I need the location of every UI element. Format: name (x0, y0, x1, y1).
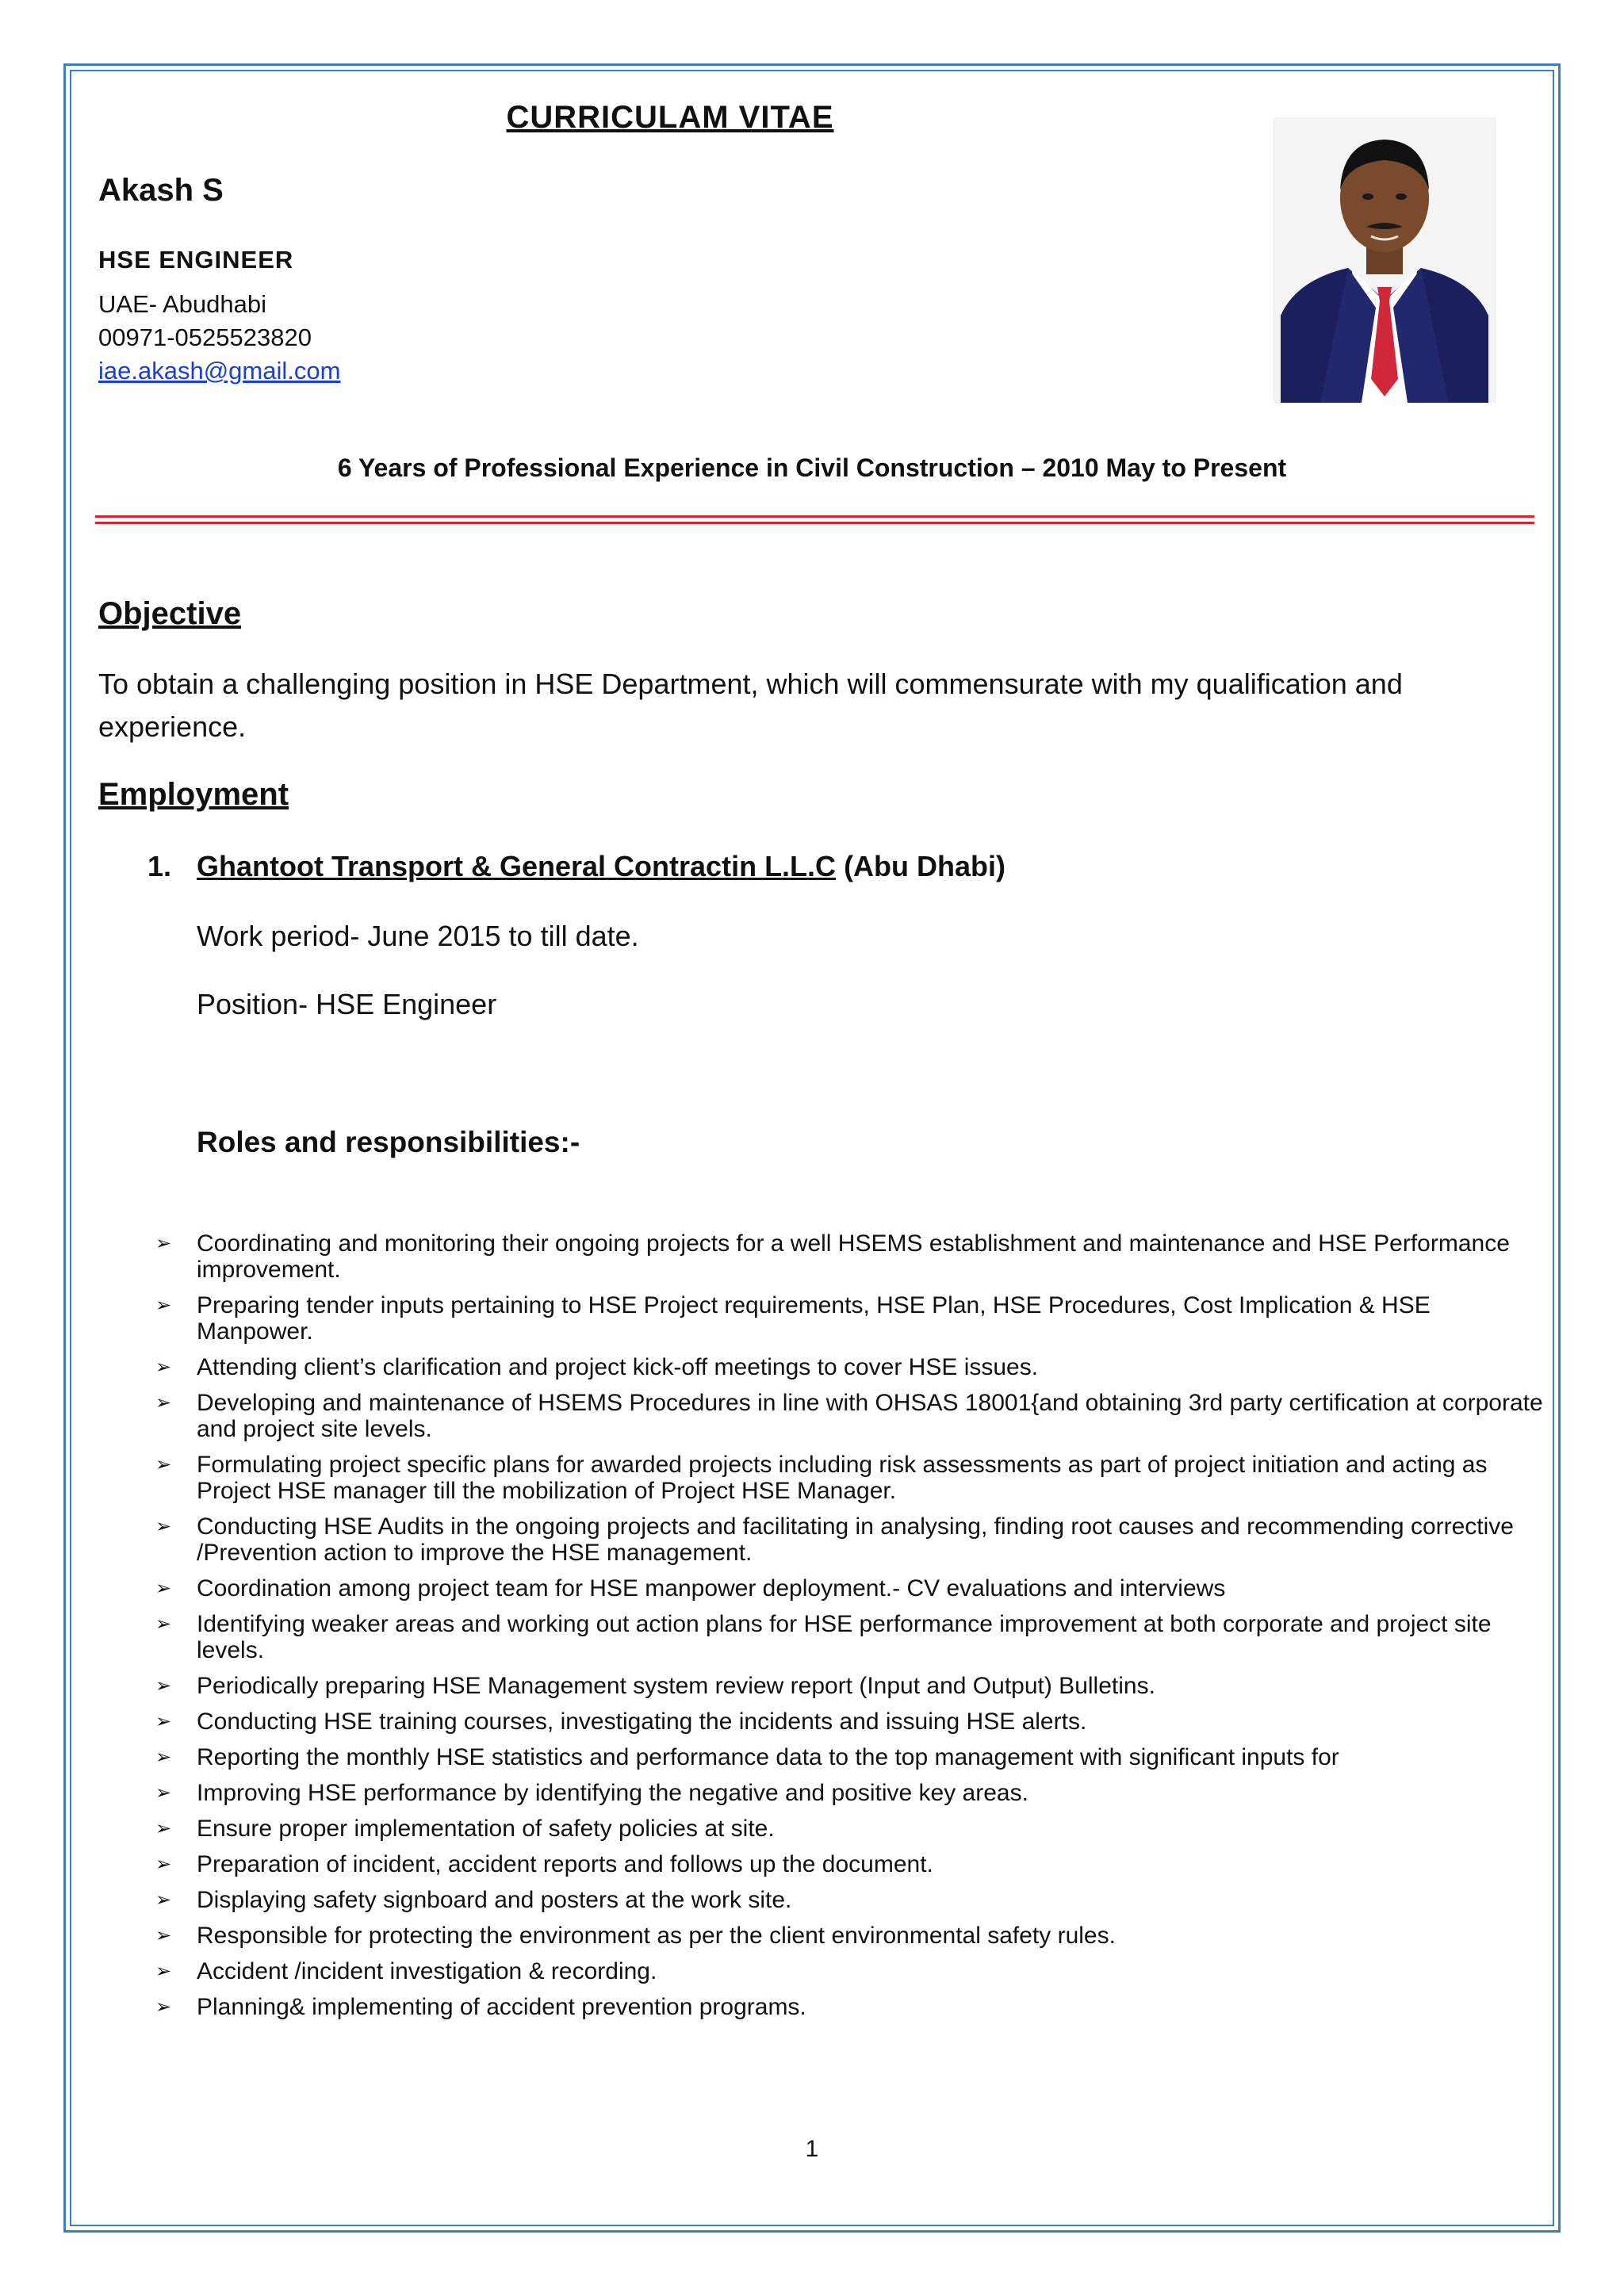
arrow-bullet-icon: ➢ (155, 1996, 172, 2018)
employment-number: 1. (147, 850, 172, 882)
list-item: ➢ Conducting HSE training courses, investigating the incidents and issuing HSE alerts. (155, 1709, 1087, 1735)
list-item: ➢ Periodically preparing HSE Management system review report (Input and Output) Bulletins. (155, 1673, 1155, 1699)
objective-heading: Objective (98, 596, 242, 631)
arrow-bullet-icon: ➢ (155, 1782, 172, 1804)
list-item: ➢ Preparing tender inputs pertaining to HSE Project requirements, HSE Plan, HSE Procedures, Cost Implication & HSE Manpower. (155, 1292, 1431, 1345)
arrow-bullet-icon: ➢ (155, 1392, 172, 1414)
objective-text: To obtain a challenging position in HSE Department, which will commensurate with my qualification and experience. (98, 668, 1403, 743)
list-item: ➢ Identifying weaker areas and working out action plans for HSE performance improvement at both corporate and project site levels. (155, 1611, 1492, 1663)
phone-text: 00971-0525523820 (98, 323, 312, 351)
list-item: ➢ Coordinating and monitoring their ongoing projects for a well HSEMS establishment and maintenance and HSE Performance improvement. (155, 1230, 1510, 1283)
page-number: 1 (805, 2136, 819, 2162)
divider-line-bottom (95, 522, 1534, 524)
work-period: Work period- June 2015 to till date. (197, 920, 639, 952)
list-item: ➢ Accident /incident investigation & recording. (155, 1958, 657, 1984)
arrow-bullet-icon: ➢ (155, 1747, 172, 1768)
company-location: (Abu Dhabi) (844, 850, 1006, 882)
arrow-bullet-icon: ➢ (155, 1516, 172, 1537)
profile-photo (1273, 117, 1496, 403)
list-item: ➢ Responsible for protecting the environment as per the client environmental safety rules. (155, 1923, 1116, 1949)
arrow-bullet-icon: ➢ (155, 1889, 172, 1911)
list-item: ➢ Ensure proper implementation of safety policies at site. (155, 1816, 775, 1842)
responsibilities-list (155, 1230, 1543, 2030)
list-item: ➢ Planning& implementing of accident prevention programs. (155, 1994, 806, 2020)
list-item: ➢ Formulating project specific plans for awarded projects including risk assessments as part of project initiation and acting as Project HSE manager till the mobilization of Project HSE Manager. (155, 1452, 1488, 1504)
list-item: ➢ Preparation of incident, accident reports and follows up the document. (155, 1851, 933, 1877)
location-text: UAE- Abudhabi (98, 290, 266, 318)
list-item: ➢ Attending client’s clarification and project kick-off meetings to cover HSE issues. (155, 1354, 1039, 1380)
employment-company-line (197, 850, 1005, 883)
list-item: ➢ Coordination among project team for HSE manpower deployment.- CV evaluations and interviews (155, 1575, 1226, 1601)
divider-line-top (95, 515, 1534, 518)
employment-heading: Employment (98, 777, 289, 812)
list-item: ➢ Reporting the monthly HSE statistics and performance data to the top management with significant inputs for (155, 1744, 1339, 1770)
arrow-bullet-icon: ➢ (155, 1613, 172, 1635)
document-title: CURRICULAM VITAE (506, 100, 834, 135)
list-item: ➢ Developing and maintenance of HSEMS Procedures in line with OHSAS 18001{and obtaining 3rd party certification at corporate and project site levels. (155, 1390, 1543, 1442)
arrow-bullet-icon: ➢ (155, 1711, 172, 1732)
company-name: Ghantoot Transport & General Contractin L.L.C (197, 850, 837, 882)
person-photo-icon (1273, 117, 1496, 403)
arrow-bullet-icon: ➢ (155, 1454, 172, 1475)
arrow-bullet-icon: ➢ (155, 1675, 172, 1697)
arrow-bullet-icon: ➢ (155, 1854, 172, 1875)
arrow-bullet-icon: ➢ (155, 1961, 172, 1982)
arrow-bullet-icon: ➢ (155, 1233, 172, 1254)
candidate-name: Akash S (98, 173, 224, 208)
arrow-bullet-icon: ➢ (155, 1578, 172, 1599)
list-item: ➢ Conducting HSE Audits in the ongoing projects and facilitating in analysing, finding root causes and recommending corrective /Prevention action to improve the HSE management. (155, 1513, 1514, 1566)
position-text: Position- HSE Engineer (197, 988, 497, 1020)
arrow-bullet-icon: ➢ (155, 1295, 172, 1316)
list-item: ➢ Displaying safety signboard and posters at the work site. (155, 1887, 792, 1913)
arrow-bullet-icon: ➢ (155, 1818, 172, 1839)
arrow-bullet-icon: ➢ (155, 1357, 172, 1378)
experience-summary: 6 Years of Professional Experience in Civil Construction – 2010 May to Present (337, 453, 1287, 482)
list-item: ➢ Improving HSE performance by identifying the negative and positive key areas. (155, 1780, 1028, 1806)
arrow-bullet-icon: ➢ (155, 1925, 172, 1946)
roles-heading: Roles and responsibilities:- (197, 1126, 580, 1158)
candidate-role: HSE ENGINEER (98, 246, 294, 274)
email-link[interactable]: iae.akash@gmail.com (98, 357, 341, 385)
